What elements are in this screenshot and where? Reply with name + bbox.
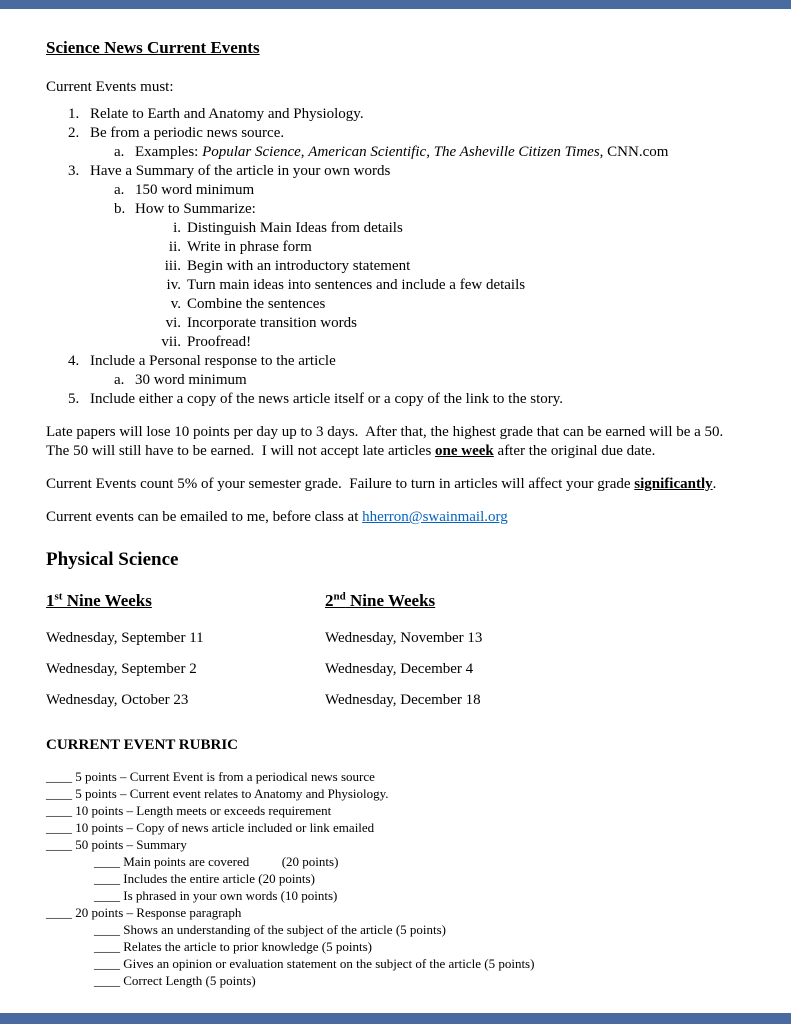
examples-suffix: , CNN.com	[599, 144, 669, 160]
rubric-line: ____ 10 points – Length meets or exceeds requirement	[46, 802, 332, 818]
list-item	[46, 162, 751, 181]
heading-ordinal-suffix: st	[54, 590, 63, 602]
second-nine-weeks-column	[325, 590, 604, 723]
list-text: Proofread!	[187, 334, 252, 350]
list-item	[46, 238, 751, 257]
rubric-line: ____ 50 points – Summary	[46, 836, 187, 852]
heading-rest: Nine Weeks	[62, 590, 152, 610]
list-item	[46, 143, 751, 162]
rubric-line: ____ 5 points – Current event relates to Anatomy and Physiology.	[46, 785, 389, 801]
email-paragraph-text: Current events can be emailed to me, before class at	[46, 509, 363, 525]
late-policy-emphasis: one week	[435, 443, 494, 459]
list-text: Include either a copy of the news article itself or a copy of the link to the story.	[90, 391, 564, 407]
first-nine-weeks-heading	[46, 590, 325, 611]
separator: ,	[426, 144, 434, 160]
source-name: American Scientific	[308, 144, 427, 160]
list-marker: 4.	[68, 353, 80, 369]
list-item	[46, 390, 751, 409]
late-policy-text-after: after the original due date.	[493, 443, 656, 459]
list-marker: iv.	[166, 277, 181, 293]
email-paragraph	[46, 508, 751, 527]
list-text: Relate to Earth and Anatomy and Physiology.	[90, 106, 364, 122]
document-title: Science News Current Events	[46, 38, 260, 57]
grade-weight-text: Current Events count 5% of your semester grade. Failure to turn in articles will affect your grade	[46, 476, 635, 492]
heading-text	[325, 591, 435, 610]
rubric-line: ____ 20 points – Response paragraph	[46, 904, 242, 920]
physical-science-heading: Physical Science	[46, 549, 179, 570]
list-item	[46, 181, 751, 200]
bottom-edge-bar	[0, 1013, 791, 1024]
rubric-line: ____ 5 points – Current Event is from a periodical news source	[46, 768, 375, 784]
rubric-list	[46, 768, 751, 989]
due-date: Wednesday, December 4	[325, 660, 474, 677]
list-item	[46, 371, 751, 390]
list-text: Distinguish Main Ideas from details	[187, 220, 403, 236]
source-name: Popular Science	[202, 144, 301, 160]
late-policy-text: Late papers will lose 10 points per day up to 3 days. After that, the highest grade that can be earned will be a 50. The 50 will still have to be earned. I will not accept late articles	[46, 424, 731, 459]
list-text: Be from a periodic news source.	[90, 125, 285, 141]
list-marker: i.	[173, 220, 181, 236]
list-marker: v.	[170, 296, 181, 312]
examples-prefix: Examples:	[135, 144, 203, 160]
separator: ,	[300, 144, 309, 160]
list-item	[46, 276, 751, 295]
list-item	[46, 295, 751, 314]
list-marker: a.	[114, 182, 125, 198]
rubric-subline: ____ Is phrased in your own words (10 points)	[94, 887, 338, 903]
late-policy-paragraph	[46, 423, 751, 461]
list-marker: ii.	[168, 239, 181, 255]
list-text: 150 word minimum	[135, 182, 255, 198]
rubric-subline: ____ Shows an understanding of the subject of the article (5 points)	[94, 921, 447, 937]
heading-text	[46, 591, 152, 610]
list-item	[46, 352, 751, 371]
second-nine-weeks-heading	[325, 590, 604, 611]
due-date: Wednesday, November 13	[325, 629, 483, 646]
due-date: Wednesday, December 18	[325, 691, 481, 708]
due-date: Wednesday, October 23	[46, 691, 189, 708]
list-item	[46, 257, 751, 276]
list-marker: iii.	[164, 258, 181, 274]
heading-rest: Nine Weeks	[345, 590, 436, 610]
rubric-subline: ____ Gives an opinion or evaluation statement on the subject of the article (5 points)	[94, 955, 535, 971]
list-text: Begin with an introductory statement	[187, 258, 411, 274]
rubric-heading: CURRENT EVENT RUBRIC	[46, 736, 238, 753]
list-marker: 2.	[68, 125, 80, 141]
due-date: Wednesday, September 2	[46, 660, 197, 677]
list-item	[46, 333, 751, 352]
list-item	[46, 105, 751, 124]
list-marker: b.	[114, 201, 126, 217]
list-marker: 3.	[68, 163, 80, 179]
list-text: Combine the sentences	[187, 296, 326, 312]
rubric-subline: ____ Relates the article to prior knowledge (5 points)	[94, 938, 372, 954]
list-item	[46, 219, 751, 238]
top-edge-bar	[0, 0, 791, 9]
nine-weeks-columns	[46, 590, 751, 723]
email-link[interactable]: hherron@swainmail.org	[362, 509, 508, 525]
requirements-list	[46, 105, 751, 409]
list-text: Turn main ideas into sentences and include a few details	[187, 277, 526, 293]
list-marker: 1.	[68, 106, 80, 122]
list-item	[46, 200, 751, 219]
rubric-line: ____ 10 points – Copy of news article included or link emailed	[46, 819, 375, 835]
list-marker: vii.	[161, 334, 181, 350]
list-marker: vi.	[165, 315, 181, 331]
rubric-subline: ____ Includes the entire article (20 points)	[94, 870, 315, 886]
list-marker: a.	[114, 144, 125, 160]
source-name: The Asheville Citizen Times	[433, 144, 600, 160]
list-marker: 5.	[68, 391, 80, 407]
list-text: 30 word minimum	[135, 372, 247, 388]
intro-text: Current Events must:	[46, 79, 174, 95]
list-text: Write in phrase form	[187, 239, 312, 255]
first-nine-weeks-column	[46, 590, 325, 723]
list-marker: a.	[114, 372, 125, 388]
list-item	[46, 124, 751, 143]
grade-weight-text-after: .	[712, 476, 717, 492]
rubric-subline: ____ Correct Length (5 points)	[94, 972, 256, 988]
list-text	[135, 143, 751, 162]
list-text: Incorporate transition words	[187, 315, 357, 331]
heading-ordinal-suffix: nd	[333, 590, 346, 602]
due-date: Wednesday, September 11	[46, 629, 204, 646]
grade-weight-emphasis: significantly	[634, 476, 713, 492]
list-item	[46, 314, 751, 333]
grade-weight-paragraph	[46, 475, 751, 494]
list-text: Include a Personal response to the article	[90, 353, 336, 369]
heading-number: 2	[325, 590, 334, 610]
heading-number: 1	[46, 590, 55, 610]
list-text: How to Summarize:	[135, 201, 256, 217]
list-text: Have a Summary of the article in your own words	[90, 163, 391, 179]
rubric-subline: ____ Main points are covered (20 points)	[94, 853, 339, 869]
